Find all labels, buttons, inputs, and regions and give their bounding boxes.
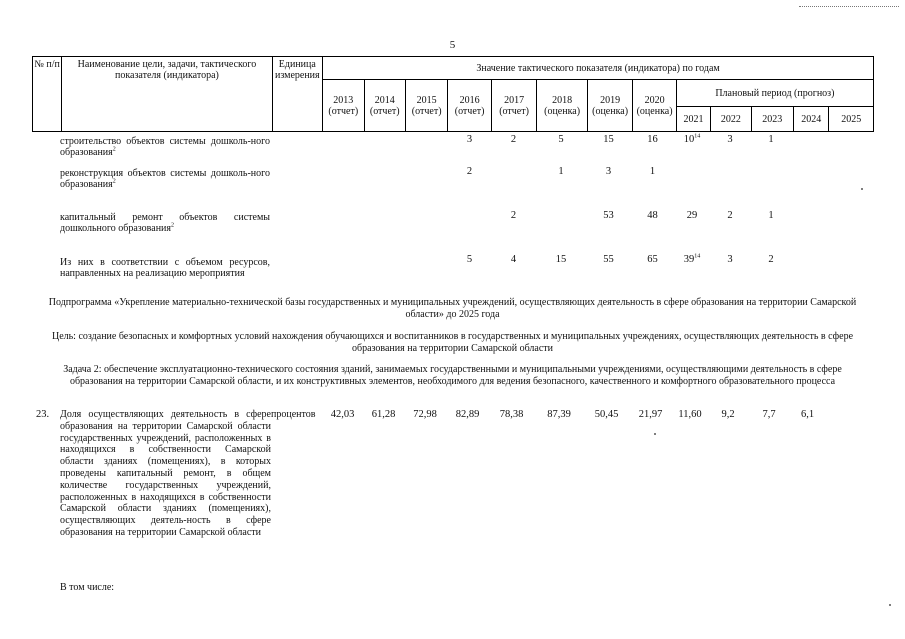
- value-cell: 2: [727, 210, 733, 221]
- corner-dotted-line: [799, 6, 899, 7]
- header-col-name: Наименование цели, задачи, тактического показателя (индикатора): [62, 57, 272, 132]
- value-cell: 87,39: [547, 409, 571, 420]
- row-label: реконструкция объектов системы дошколь-ного образования$^2$: [60, 168, 270, 190]
- value-cell: 2: [768, 254, 774, 265]
- header-plan-2022: 2022: [711, 107, 751, 132]
- value-cell: 82,89: [455, 409, 480, 420]
- value-cell: 78,38: [499, 409, 524, 420]
- header-year-2020: 2020 (оценка): [633, 80, 676, 132]
- page-number: 5: [449, 39, 456, 51]
- header-table: [32, 56, 874, 132]
- row-label: Доля осуществляющих деятельность в сфере образования на территории Самарской области государственных учреждений, расположенных в находящихся в собственности Самарской области зданиях (помещениях), в которых проведены капитальный ремонт, в общем количестве государственных учреждений, расположенных в находящихся в собственности Самарской области зданиях (помещениях), осуществляющих деятель-ность в сфере образования на территории Самарской области: [60, 409, 271, 538]
- row-label: капитальный ремонт объектов системы дошкольного образования$^2$: [60, 212, 270, 234]
- value-cell: 55: [603, 254, 614, 265]
- value-cell: 29: [686, 210, 698, 221]
- value-cell: 3: [466, 134, 473, 145]
- unit-cell: процентов: [271, 409, 316, 420]
- header-year-2013: 2013 (отчет): [323, 80, 364, 132]
- row-number: 23.: [36, 409, 50, 420]
- value-cell: 11,60: [678, 409, 702, 420]
- header-plan-2023: 2023: [751, 107, 793, 132]
- value-cell: 61,28: [371, 409, 396, 420]
- value-cell: 2: [510, 210, 517, 221]
- value-cell: 2: [466, 166, 473, 177]
- value-cell: 6,1: [800, 409, 815, 420]
- value-cell: 65: [647, 254, 658, 265]
- value-cell: 9,2: [721, 409, 735, 420]
- header-plan-2024: 2024: [794, 107, 829, 132]
- value-cell: 7,7: [762, 409, 776, 420]
- subprogram-title: Подпрограмма «Укрепление материально-технической базы государственных и муниципальных учреждений, осуществляющих деятельность в сфере образования на территории Самарской области» до 2025 года: [48, 297, 857, 320]
- scan-speck: [654, 433, 656, 435]
- scan-speck: [861, 188, 863, 190]
- value-cell: 1: [649, 166, 656, 177]
- header-col-num: № п/п: [33, 57, 62, 132]
- header-plan-2025: 2025: [829, 107, 874, 132]
- value-cell: 5: [466, 254, 473, 265]
- footer-text: В том числе:: [60, 582, 115, 593]
- task-text: Задача 2: обеспечение эксплуатационно-технического состояния зданий, занимаемых государственными и муниципальными учреждениями, осуществляющими деятельность в сфере образования на территории Самарской области, и их конструктивных элементов, необходимого для ведения безопасного, качественного и комфортного образовательного процесса: [63, 364, 842, 387]
- value-cell: 5: [558, 134, 564, 145]
- value-cell: 4: [510, 254, 517, 265]
- header-year-2014: 2014 (отчет): [364, 80, 405, 132]
- header-year-2015: 2015 (отчет): [405, 80, 447, 132]
- header-col-plan: Плановый период (прогноз): [676, 80, 873, 107]
- header-col-values: Значение тактического показателя (индикатора) по годам: [323, 57, 874, 80]
- value-cell: 3: [605, 166, 612, 177]
- value-cell: 3: [727, 254, 733, 265]
- header-col-unit: Единица измерения: [272, 57, 323, 132]
- row-label: строительство объектов системы дошколь-ного образования$^2$: [60, 136, 270, 158]
- value-cell: $39^{14}$: [683, 253, 701, 265]
- value-cell: 21,97: [638, 409, 663, 420]
- goal-text: Цель: создание безопасных и комфортных условий нахождения обучающихся и воспитанников в государственных и муниципальных учреждениях, осуществляющих деятельность в сфере образования на территории Самарской области: [51, 331, 854, 354]
- value-cell: 42,03: [330, 409, 355, 420]
- header-year-2017: 2017 (отчет): [491, 80, 536, 132]
- value-cell: $10^{14}$: [683, 133, 701, 145]
- value-cell: 1: [768, 134, 774, 145]
- header-year-2018: 2018 (оценка): [537, 80, 588, 132]
- value-cell: 3: [727, 134, 733, 145]
- header-year-2016: 2016 (отчет): [448, 80, 491, 132]
- value-cell: 15: [555, 254, 567, 265]
- value-cell: 53: [603, 210, 614, 221]
- row-label: Из них в соответствии с объемом ресурсов, направленных на реализацию мероприятия: [60, 257, 270, 279]
- scan-speck: [889, 604, 891, 606]
- value-cell: 15: [603, 134, 614, 145]
- header-year-2019: 2019 (оценка): [587, 80, 632, 132]
- value-cell: 72,98: [413, 409, 437, 420]
- value-cell: 48: [647, 210, 658, 221]
- value-cell: 50,45: [594, 409, 619, 420]
- value-cell: 1: [768, 210, 774, 221]
- value-cell: 1: [558, 166, 564, 177]
- value-cell: 16: [647, 134, 658, 145]
- header-plan-2021: 2021: [676, 107, 710, 132]
- value-cell: 2: [510, 134, 517, 145]
